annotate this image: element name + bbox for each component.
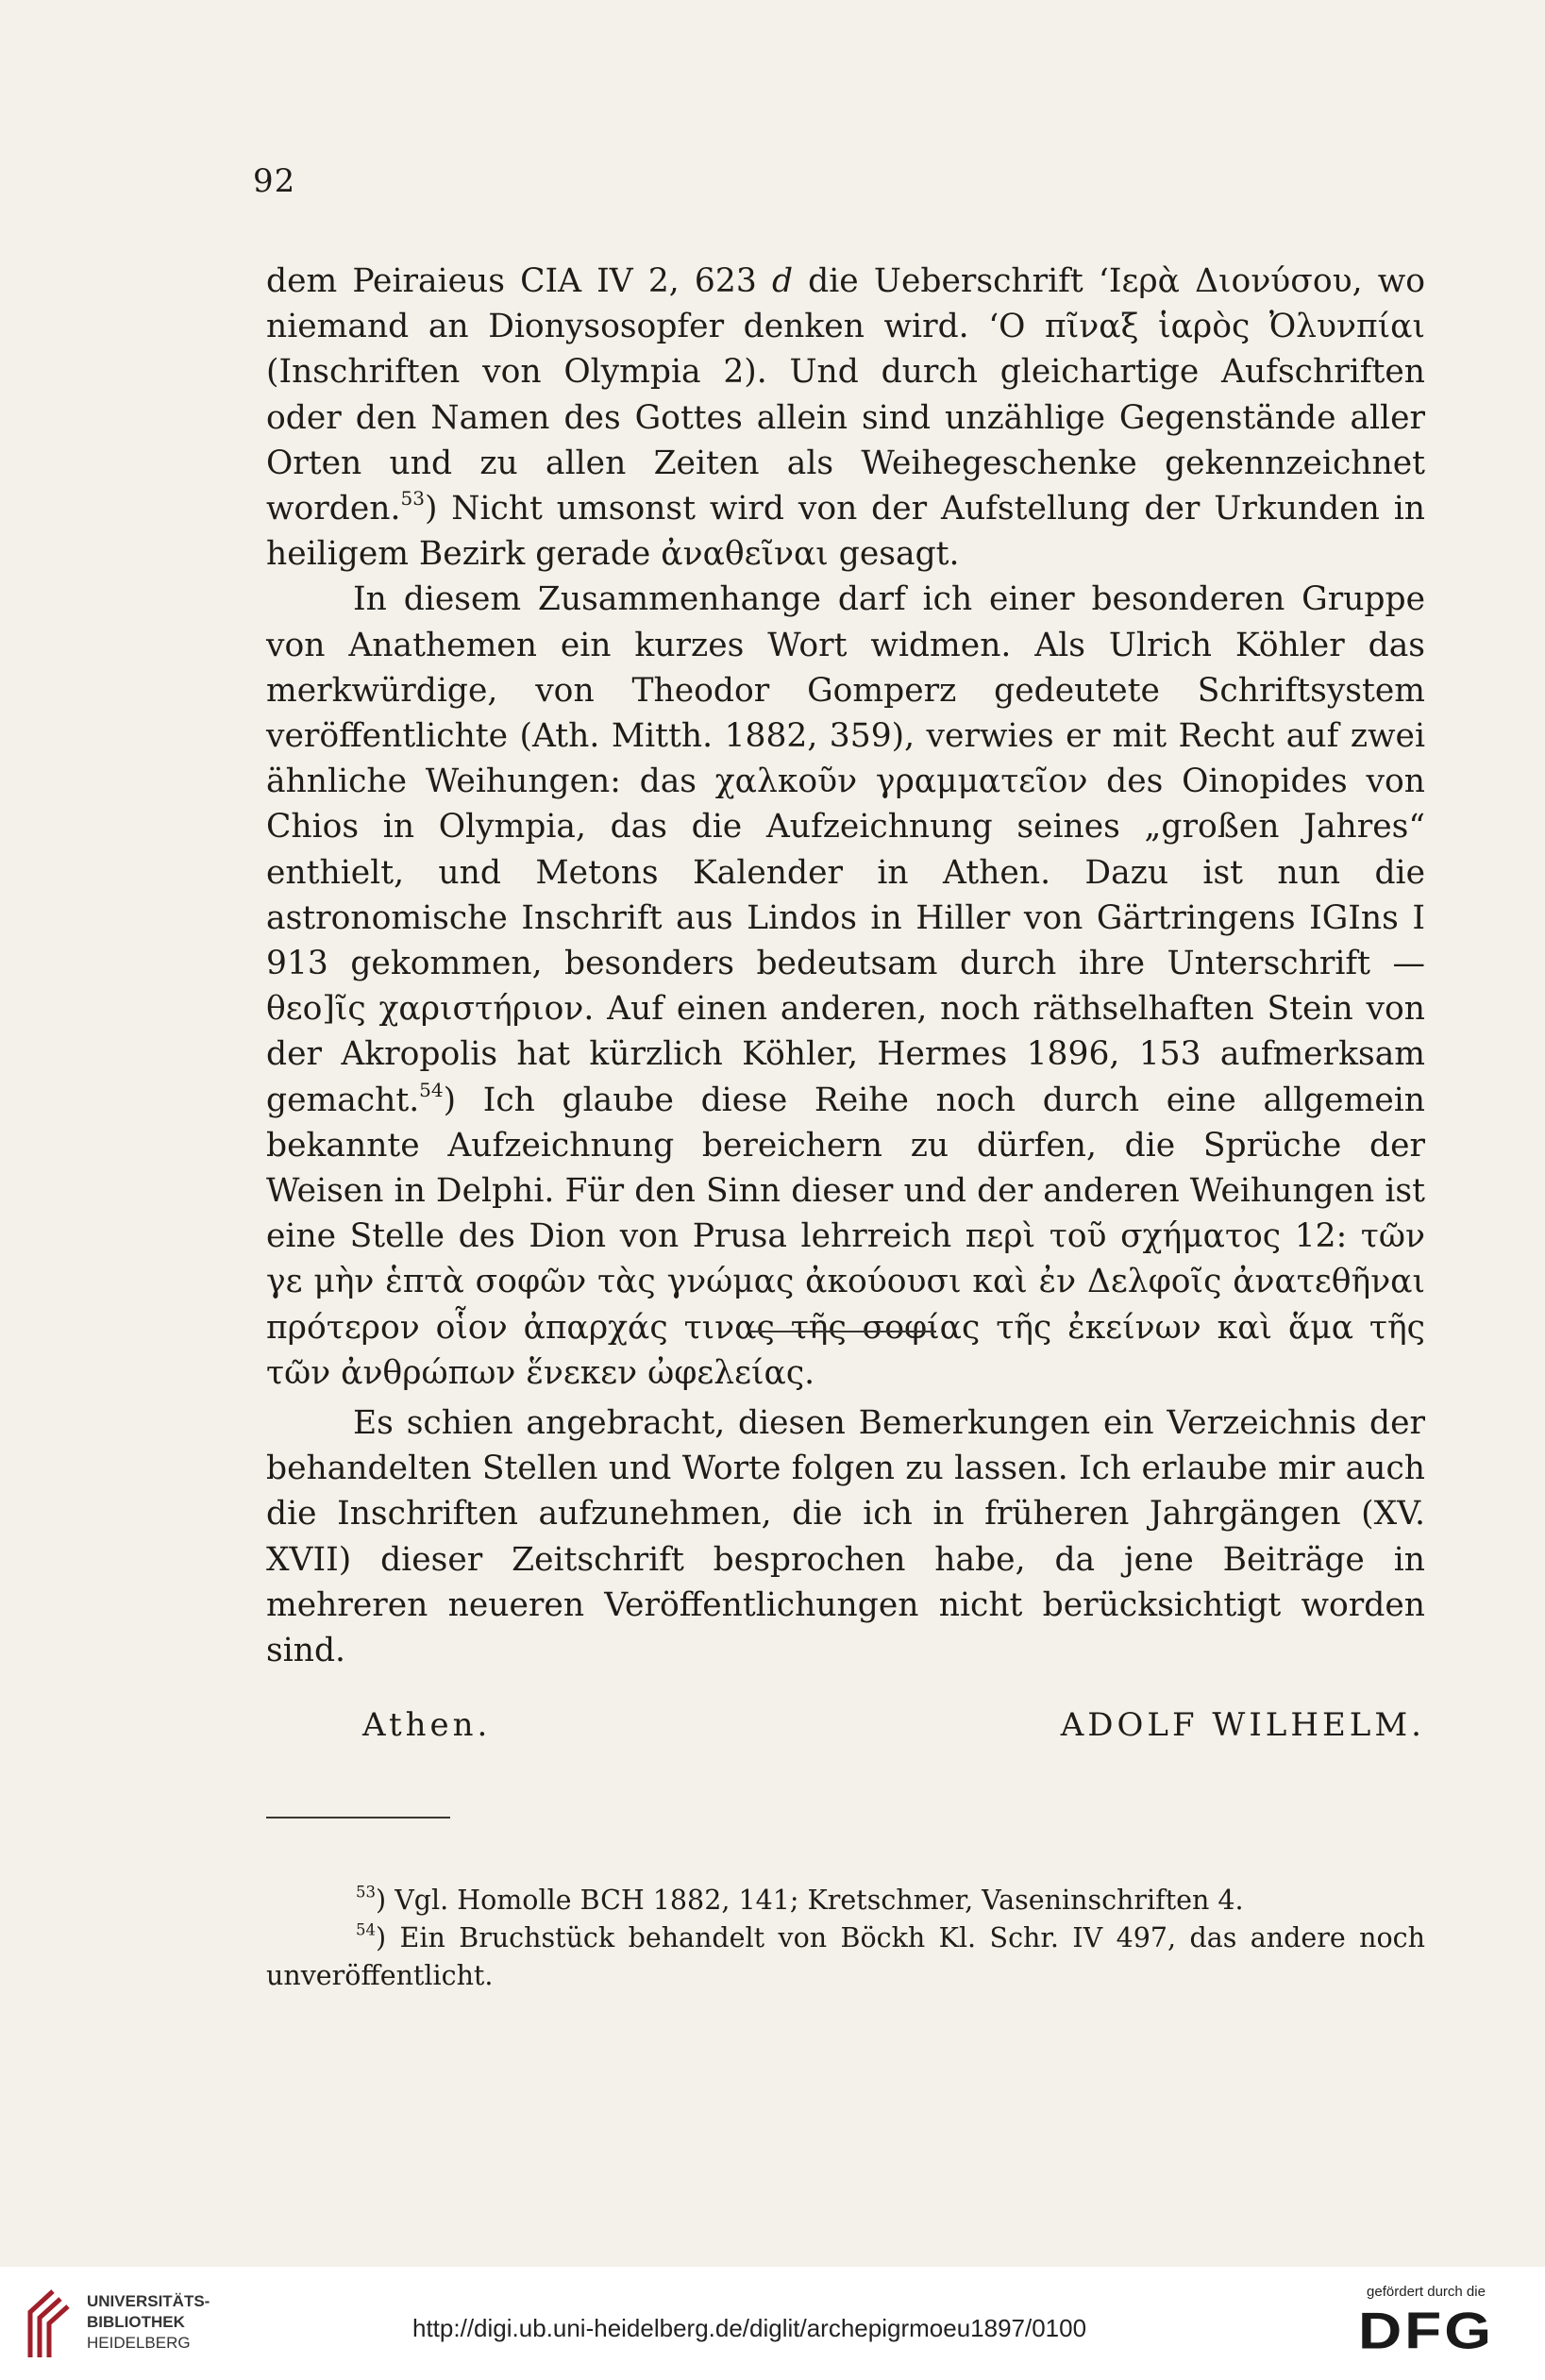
dfg-sponsor bbox=[1341, 2284, 1511, 2362]
closing-paragraph: Es schien angebracht, diesen Bemerkungen ein Verzeichnis der behandelten Stellen und Worte folgen zu lassen. Ich erlaube mir auch die Inschriften aufzunehmen, die ich in früheren Jahrgängen (XV. XVII) dieser Zeitschrift besprochen habe, da jene Beiträge in mehreren neueren Veröffentlichungen nicht berücksichtigt worden sind. bbox=[266, 1404, 1425, 1670]
source-url-link[interactable]: http://digi.ub.uni-heidelberg.de/diglit/archepigrmoeu1897/0100 bbox=[412, 2314, 1087, 2342]
main-text bbox=[266, 259, 1425, 1396]
paragraph-2 bbox=[266, 577, 1425, 1396]
footnote-53 bbox=[266, 1882, 1425, 1919]
library-line-1: UNIVERSITÄTS- bbox=[87, 2292, 210, 2310]
section-separator bbox=[749, 1331, 936, 1332]
footnote-text: ) Ein Bruchstück behandelt von Böckh Kl. Schr. IV 497, das andere noch unveröffentlicht. bbox=[266, 1922, 1425, 1991]
sponsor-label: gefördert durch die bbox=[1367, 2284, 1486, 2300]
text-run: In diesem Zusammenhange darf ich einer besonderen Gruppe von Anathemen ein kurzes Wort widmen. Als Ulrich Köhler das merkwürdige, von Theodor Gomperz gedeutete Schriftsystem veröffentlichte (Ath. Mitth. 1882, 359), verwies er mit Recht auf zwei ähnliche Weihungen: das χαλκοῦν γραμματεῖον des Oinopides von Chios in Olympia, das die Aufzeichnung seines „großen Jahres“ enthielt, und Metons Kalender in Athen. Dazu ist nun die astronomische Inschrift aus Lindos in Hiller von Gärtringens IGIns I 913 gekommen, besonders bedeutsam durch ihre Unterschrift — θεο]ῖς χαριστήριον. Auf einen anderen, noch räthselhaften Stein von der Akropolis hat kürzlich Köhler, Hermes 1896, 153 aufmerksam gemacht. bbox=[266, 580, 1425, 1119]
footnote-ref: 53 bbox=[400, 487, 425, 511]
signature-place: Athen. bbox=[362, 1706, 492, 1744]
footnote-text: ) Vgl. Homolle BCH 1882, 141; Kretschmer, Vaseninschriften 4. bbox=[376, 1885, 1244, 1916]
dfg-logo: DFG bbox=[1357, 2302, 1495, 2360]
footnote-ref: 54 bbox=[419, 1078, 444, 1101]
text-run: die Ueberschrift ‘Ιερὰ Διονύσου, wo niemand an Dionysosopfer denken wird. ‘Ο πῖναξ ἱαρὸς Ὀλυνπίαι (Inschriften von Olympia 2). Und durch gleichartige Aufschriften oder den Namen des Gottes allein sind unzählige Gegenstände aller Orten und zu allen Zeiten als Weihegeschenke gekennzeichnet worden. bbox=[266, 262, 1425, 528]
library-name bbox=[87, 2291, 210, 2354]
library-line-3: HEIDELBERG bbox=[87, 2334, 191, 2352]
footnote-54 bbox=[266, 1919, 1425, 1995]
library-line-2: BIBLIOTHEK bbox=[87, 2313, 185, 2331]
footnotes bbox=[266, 1882, 1425, 1995]
text-run: ) Ich glaube diese Reihe noch durch eine allgemein bekannte Aufzeichnung bereichern zu dürfen, die Sprüche der Weisen in Delphi. Für den Sinn dieser und der anderen Weihungen ist eine Stelle des Dion von Prusa lehrreich περὶ τοῦ σχήματος 12: τῶν γε μὴν ἑπτὰ σοφῶν τὰς γνώμας ἀκούουσι καὶ ἐν Δελφοῖς ἀνατεθῆναι πρότερον οἷον ἀπαρχάς τινας τῆς σοφίας τῆς ἐκείνων καὶ ἅμα τῆς τῶν ἀνθρώπων ἕνεκεν ὠφελείας. bbox=[266, 1081, 1425, 1392]
footnote-separator bbox=[266, 1817, 450, 1819]
text-run: ) Nicht umsonst wird von der Aufstellung der Urkunden in heiligem Bezirk gerade ἀναθεῖναι gesagt. bbox=[266, 490, 1425, 574]
page-number: 92 bbox=[253, 162, 296, 200]
italic-text: d bbox=[771, 262, 794, 300]
paragraph-1 bbox=[266, 259, 1425, 577]
footnote-number: 54 bbox=[356, 1920, 377, 1939]
closing-text bbox=[266, 1400, 1425, 1673]
text-run: dem Peiraieus CIA IV 2, 623 bbox=[266, 262, 772, 300]
university-library-logo-icon bbox=[25, 2284, 72, 2361]
signature-author: ADOLF WILHELM. bbox=[1060, 1706, 1425, 1744]
footnote-number: 53 bbox=[356, 1883, 377, 1902]
